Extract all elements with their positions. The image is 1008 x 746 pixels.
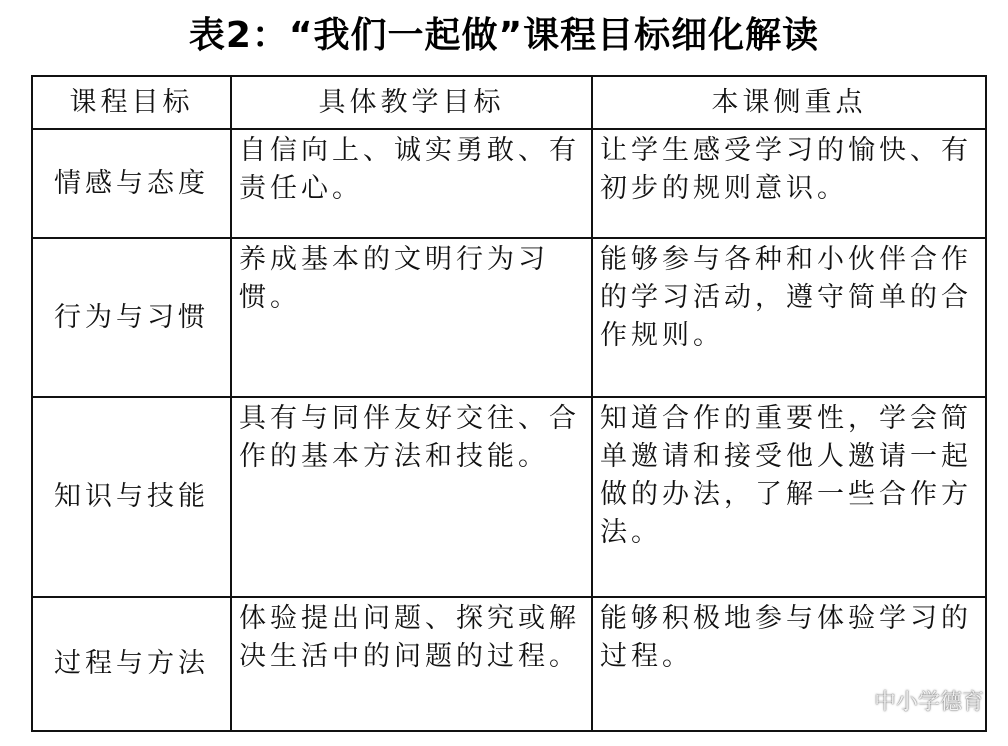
table-row [32,238,986,397]
row-objective: 自信向上、诚实勇敢、有责任心。 [231,129,592,238]
row-focus: 能够参与各种和小伙伴合作的学习活动，遵守简单的合作规则。 [592,238,986,397]
row-focus: 能够积极地参与体验学习的过程。 [592,597,986,731]
row-category: 知识与技能 [32,397,231,597]
row-objective: 具有与同伴友好交往、合作的基本方法和技能。 [231,397,592,597]
curriculum-goals-table [31,75,987,732]
row-focus: 让学生感受学习的愉快、有初步的规则意识。 [592,129,986,238]
table-header-row [32,76,986,129]
row-objective: 养成基本的文明行为习惯。 [231,238,592,397]
row-category: 情感与态度 [32,129,231,238]
header-course-goal: 课程目标 [32,76,231,129]
header-lesson-focus: 本课侧重点 [592,76,986,129]
row-focus: 知道合作的重要性，学会简单邀请和接受他人邀请一起做的办法，了解一些合作方法。 [592,397,986,597]
document-title: 表2：“我们一起做”课程目标细化解读 [188,15,820,56]
table-row [32,129,986,238]
wechat-icon [832,687,866,715]
row-category: 行为与习惯 [32,238,231,397]
row-objective: 体验提出问题、探究或解决生活中的问题的过程。 [231,597,592,731]
header-teaching-objective: 具体教学目标 [231,76,592,129]
table-row [32,397,986,597]
row-category: 过程与方法 [32,597,231,731]
watermark-text: 中小学德育 [873,690,984,715]
watermark [832,685,984,716]
